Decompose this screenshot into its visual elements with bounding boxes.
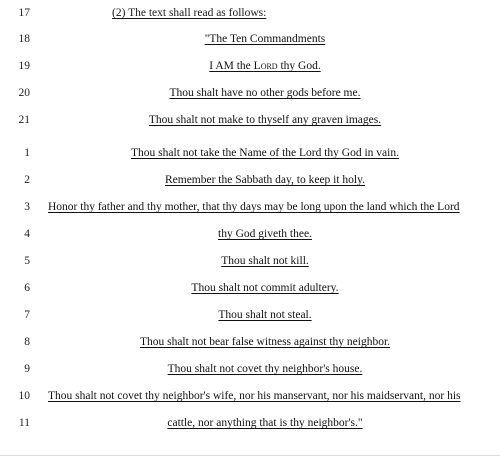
line-number: 21 [18,114,30,126]
document-line [0,0,500,26]
line-text [40,87,490,99]
line-number: 19 [18,60,30,72]
document-line [0,275,500,301]
line-number: 3 [24,201,30,213]
commandment-text: Thou shalt have no other gods before me. [169,87,361,99]
line-text [40,228,490,240]
line-text [40,282,490,294]
document-line [0,410,500,436]
line-text [40,336,490,348]
commandment-text: Thou shalt not bear false witness against thy neighbor. [139,336,391,348]
line-text-segment [209,60,320,72]
line-text [40,60,490,72]
commandment-text: Thou shalt not take the Name of the Lord thy God in vain. [131,147,399,159]
document-line [0,356,500,382]
document-line [0,248,500,274]
line-text [48,201,490,213]
commandments-title: "The Ten Commandments [204,33,326,45]
document-line [0,383,500,409]
line-number: 4 [24,228,30,240]
commandment-text: Thou shalt not kill. [221,255,309,267]
commandment-text: Honor thy father and thy mother, that thy days may be long upon the land which the Lord [48,201,460,213]
document-line [0,107,500,133]
line-number: 6 [24,282,30,294]
commandment-text: Thou shalt not commit adultery. [191,282,339,294]
document-line [0,167,500,193]
commandment-text: cattle, nor anything that is thy neighbor's." [167,417,363,429]
line-number: 10 [18,390,30,402]
line-text: (2) The text shall read as follows: [112,7,267,19]
document-line [0,26,500,52]
line-number: 7 [24,309,30,321]
line-text [40,174,490,186]
line-text [40,33,490,45]
line-text [40,309,490,321]
line-number: 11 [18,417,30,429]
commandment-text: Remember the Sabbath day, to keep it holy. [164,174,366,186]
line-text-after: thy God. [277,60,321,72]
line-number: 9 [24,363,30,375]
document-line [0,80,500,106]
document-line [0,53,500,79]
line-number: 18 [18,33,30,45]
commandment-text: Thou shalt not steal. [218,309,312,321]
document-line [0,302,500,328]
line-number: 5 [24,255,30,267]
commandment-text: Thou shalt not covet thy neighbor's house. [167,363,363,375]
line-number: 17 [18,7,30,19]
commandment-text: Thou shalt not covet thy neighbor's wife, nor his manservant, nor his maidservant, nor his [48,390,461,402]
document-line [0,329,500,355]
line-number: 8 [24,336,30,348]
document-line [0,194,500,220]
line-number: 20 [18,87,30,99]
line-number: 1 [24,147,30,159]
line-text [40,147,490,159]
line-text [40,417,490,429]
line-number: 2 [24,174,30,186]
line-text [40,114,490,126]
line-text-before: I AM the [209,60,254,72]
commandment-text: Thou shalt not make to thyself any graven images. [148,114,382,126]
commandment-text: thy God giveth thee. [218,228,312,240]
line-text [48,390,490,402]
document-line [0,221,500,247]
line-text [40,363,490,375]
line-text [40,255,490,267]
line-text-smallcaps: Lord [253,60,278,72]
document-line [0,140,500,166]
